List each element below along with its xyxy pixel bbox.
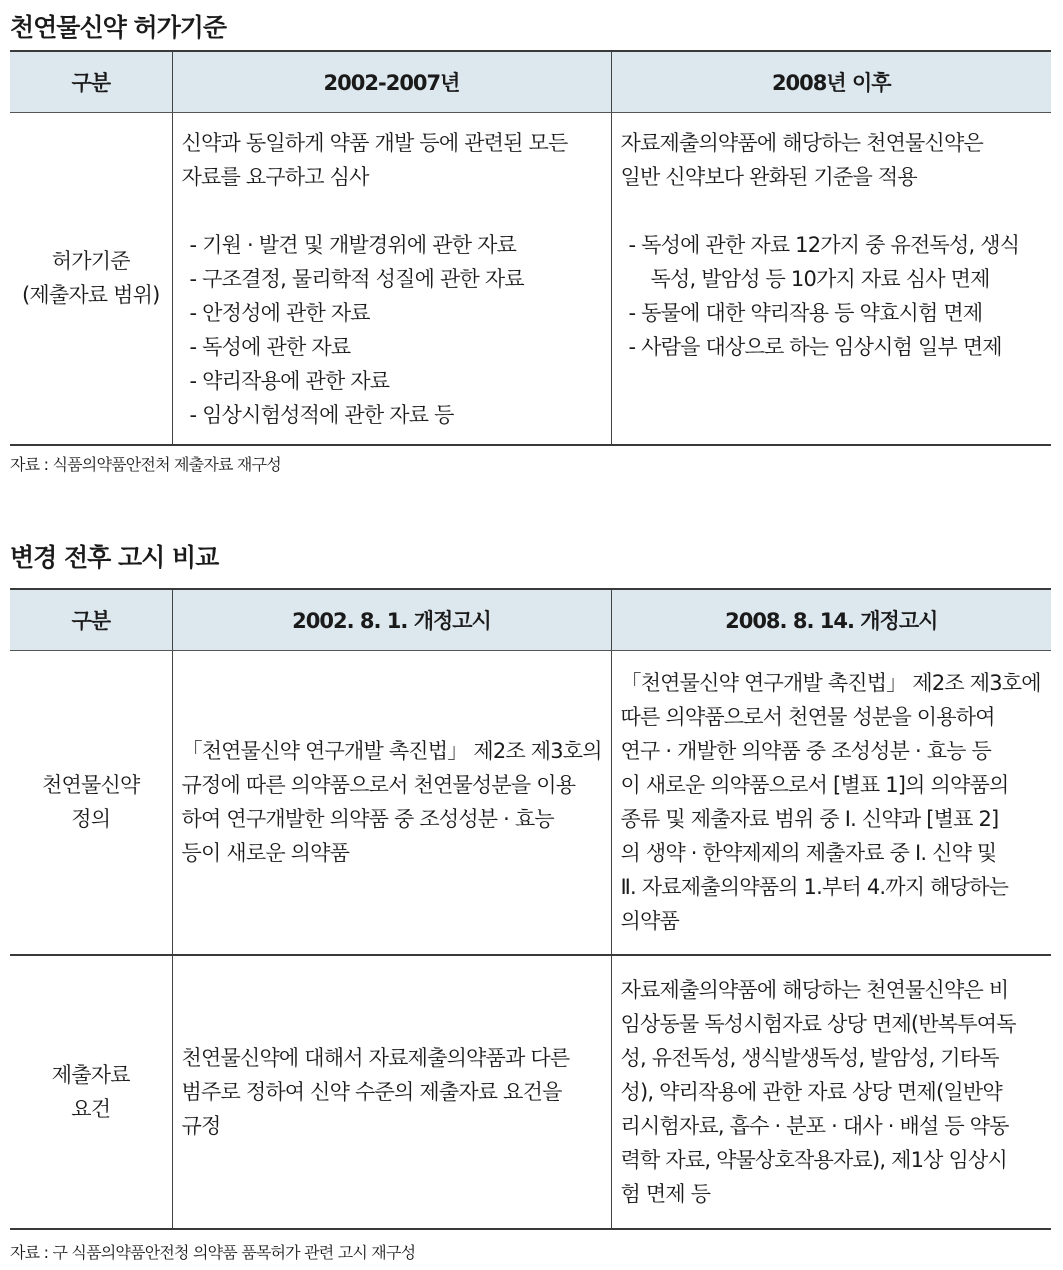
- table-row: [10, 651, 1051, 955]
- table1-source: 자료 : 식품의약품안전처 제출자료 재구성: [10, 455, 281, 474]
- row-label-line: (제출자료 범위): [21, 283, 160, 308]
- table1-title: 천연물신약 허가기준: [10, 13, 227, 42]
- row-label: [10, 955, 172, 1229]
- list-item: - 독성에 관한 자료 12가지 중 유전독성, 생식: [628, 233, 1020, 257]
- text-line: 규정: [181, 1113, 221, 1138]
- header-row: [10, 589, 1051, 651]
- row-label-line: 요건: [71, 1096, 111, 1121]
- cell-2008-after: [611, 113, 1051, 445]
- text-line: 천연물신약에 대해서 자료제출의약품과 다른: [181, 1045, 570, 1070]
- list-item: - 구조결정, 물리학적 성질에 관한 자료: [189, 267, 524, 291]
- row-label-line: 정의: [71, 807, 111, 832]
- header-notice-2008: 2008. 8. 14. 개정고시: [611, 589, 1051, 651]
- text-line: 신약과 동일하게 약품 개발 등에 관련된 모든: [181, 131, 568, 155]
- notice-comparison-table: [10, 588, 1051, 1230]
- text-line: Ⅱ. 자료제출의약품의 1.부터 4.까지 해당하는: [620, 875, 1009, 900]
- header-period-2008-after: 2008년 이후: [611, 51, 1051, 113]
- text-line: 종류 및 제출자료 범위 중 Ⅰ. 신약과 [별표 2]: [620, 807, 999, 832]
- table2-source: 자료 : 구 식품의약품안전청 의약품 품목허가 관련 고시 재구성: [10, 1243, 416, 1262]
- row-label: [10, 113, 172, 445]
- text-line: 자료제출의약품에 해당하는 천연물신약은 비: [620, 977, 1009, 1002]
- text-line: 험 면제 등: [620, 1181, 711, 1206]
- approval-criteria-table: [10, 50, 1051, 446]
- text-line: 등이 새로운 의약품: [181, 841, 350, 866]
- text-line: 자료를 요구하고 심사: [181, 165, 369, 189]
- list-item: - 임상시험성적에 관한 자료 등: [189, 403, 454, 427]
- cell-2008-requirements: [611, 955, 1051, 1229]
- list-item: - 동물에 대한 약리작용 등 약효시험 면제: [628, 301, 983, 325]
- row-label-line: 제출자료: [51, 1062, 130, 1087]
- list-item: - 기원 · 발견 및 개발경위에 관한 자료: [189, 233, 517, 257]
- header-category: 구분: [10, 589, 172, 651]
- cell-2002-definition: [172, 651, 611, 955]
- table-row: [10, 113, 1051, 445]
- text-line: 의 생약 · 한약제제의 제출자료 중 Ⅰ. 신약 및: [620, 841, 997, 866]
- cell-2002-requirements: [172, 955, 611, 1229]
- text-line: 자료제출의약품에 해당하는 천연물신약은: [620, 131, 983, 155]
- text-line: 의약품: [620, 909, 679, 934]
- list-item: - 안정성에 관한 자료: [189, 301, 370, 325]
- text-line: 성, 유전독성, 생식발생독성, 발암성, 기타독: [620, 1045, 999, 1070]
- text-line: 연구 · 개발한 의약품 중 조성성분 · 효능 등: [620, 739, 992, 764]
- text-line: 「천연물신약 연구개발 촉진법」 제2조 제3호에: [620, 671, 1041, 696]
- row-label-line: 허가기준: [51, 249, 130, 274]
- cell-2008-definition: [611, 651, 1051, 955]
- text-line: 임상동물 독성시험자료 상당 면제(반복투여독: [620, 1011, 1016, 1036]
- text-line: 규정에 따른 의약품으로서 천연물성분을 이용: [181, 773, 576, 798]
- text-line: 범주로 정하여 신약 수준의 제출자료 요건을: [181, 1079, 562, 1104]
- header-notice-2002: 2002. 8. 1. 개정고시: [172, 589, 611, 651]
- text-line: 따른 의약품으로서 천연물 성분을 이용하여: [620, 705, 995, 730]
- text-line: 일반 신약보다 완화된 기준을 적용: [620, 165, 917, 189]
- text-line: 하여 연구개발한 의약품 중 조성성분 · 효능: [181, 807, 554, 832]
- list-item: - 약리작용에 관한 자료: [189, 369, 390, 393]
- text-line: 력학 자료, 약물상호작용자료), 제1상 임상시: [620, 1147, 1007, 1172]
- row-label-line: 천연물신약: [42, 773, 140, 798]
- table2-title: 변경 전후 고시 비교: [10, 543, 219, 572]
- row-label: [10, 651, 172, 955]
- table-row: [10, 955, 1051, 1229]
- text-line: 「천연물신약 연구개발 촉진법」 제2조 제3호의: [181, 739, 602, 764]
- header-category: 구분: [10, 51, 172, 113]
- text-line: 리시험자료, 흡수 · 분포 · 대사 · 배설 등 약동: [620, 1113, 1009, 1138]
- header-row: [10, 51, 1051, 113]
- text-line: 성), 약리작용에 관한 자료 상당 면제(일반약: [620, 1079, 1002, 1104]
- header-period-2002-2007: 2002-2007년: [172, 51, 611, 113]
- text-line: 이 새로운 의약품으로서 [별표 1]의 의약품의: [620, 773, 1009, 798]
- cell-2002-2007: [172, 113, 611, 445]
- list-item: 독성, 발암성 등 10가지 자료 심사 면제: [650, 267, 990, 291]
- list-item: - 독성에 관한 자료: [189, 335, 351, 359]
- list-item: - 사람을 대상으로 하는 임상시험 일부 면제: [628, 335, 1002, 359]
